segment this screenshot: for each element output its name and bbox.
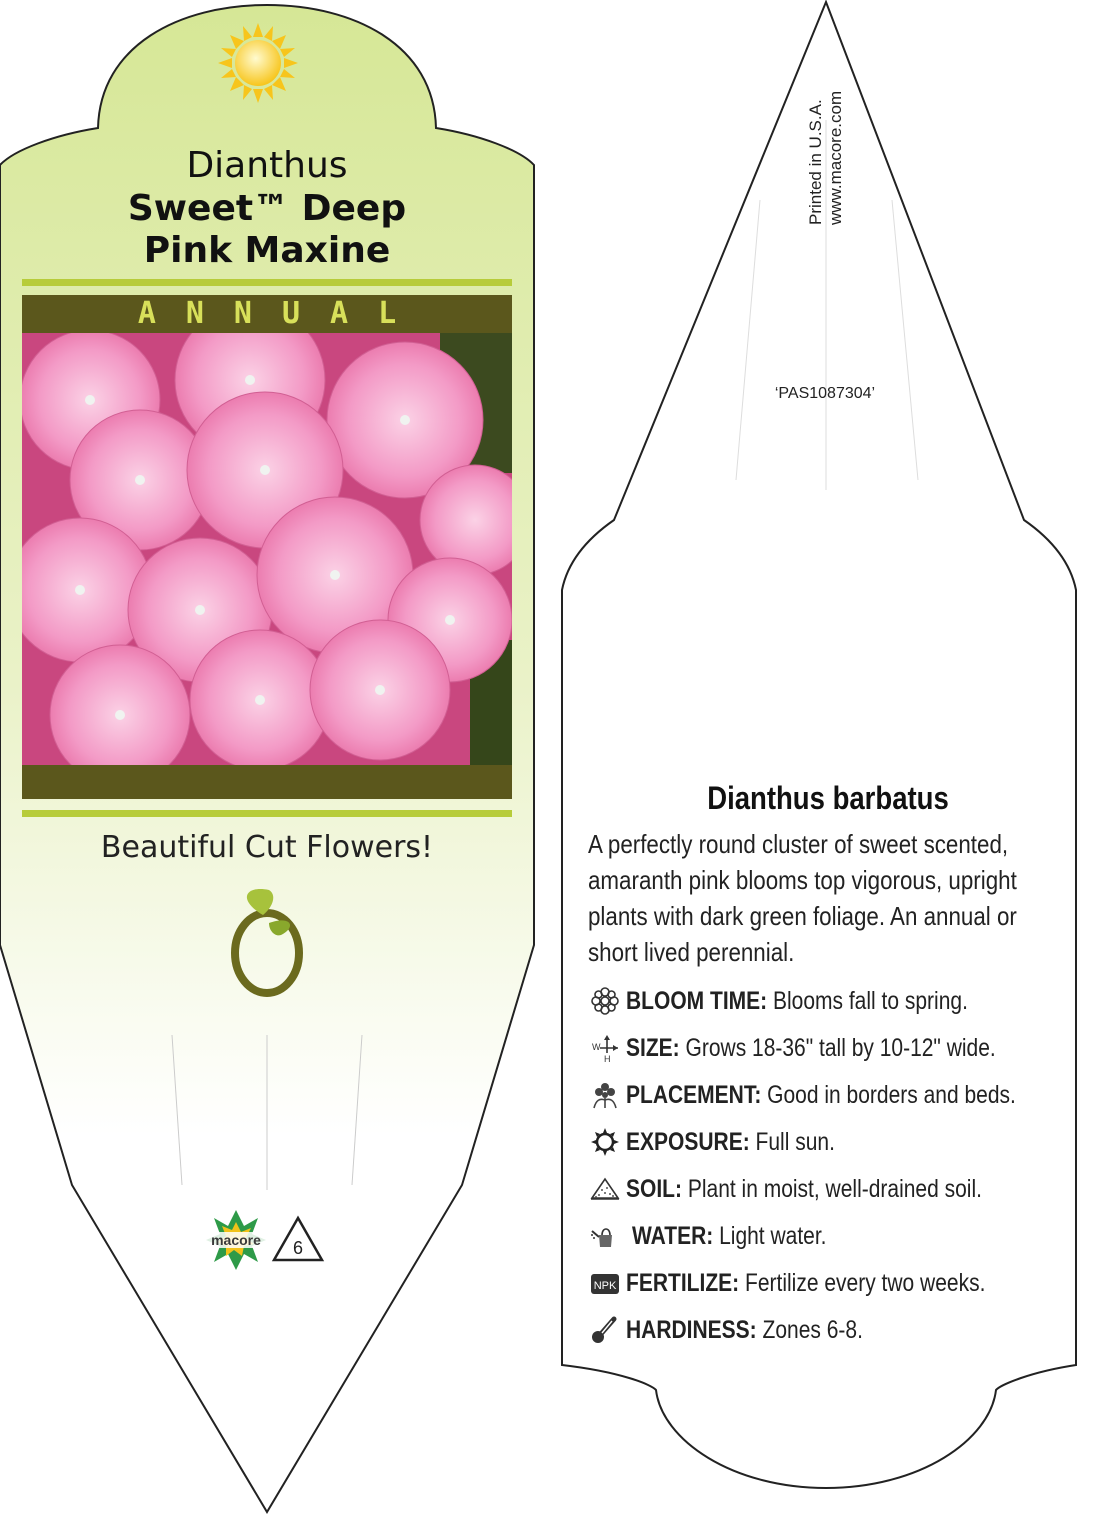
sun-icon — [590, 1127, 620, 1157]
attr-label: EXPOSURE: — [626, 1127, 750, 1156]
attribute-hardiness — [590, 1313, 908, 1347]
attr-value: Fertilize every two weeks. — [739, 1268, 986, 1297]
attribute-size — [590, 1031, 1066, 1065]
attr-label: WATER: — [632, 1221, 714, 1250]
attr-label: FERTILIZE: — [626, 1268, 740, 1297]
attr-label: BLOOM TIME: — [626, 986, 768, 1015]
placement-icon — [590, 1080, 620, 1110]
variety-name-line1: Sweet™ Deep — [127, 188, 407, 229]
svg-text:NPK: NPK — [593, 1280, 617, 1292]
patent-number: ‘PAS1087304’ — [774, 385, 876, 402]
macore-logo — [206, 1210, 266, 1270]
printed-info — [806, 91, 846, 225]
watering-can-icon — [590, 1221, 620, 1251]
attr-value: Light water. — [713, 1221, 827, 1250]
macore-brand-text: macore — [211, 1232, 261, 1248]
attr-label: PLACEMENT: — [626, 1080, 762, 1109]
flower-photo — [8, 305, 530, 785]
attribute-exposure — [590, 1125, 875, 1159]
attr-value: Blooms fall to spring. — [767, 986, 968, 1015]
category-band: ANNUAL — [22, 295, 512, 333]
variety-name — [30, 188, 504, 272]
description: A perfectly round cluster of sweet scented, amaranth pink blooms top vigorous, upright plants with dark green foliage. An annual or short lived perennial. — [588, 829, 1017, 967]
attr-value: Zones 6-8. — [756, 1315, 863, 1344]
attr-label: SOIL: — [626, 1174, 683, 1203]
svg-text:W: W — [592, 1042, 601, 1052]
attribute-placement — [590, 1078, 1090, 1112]
attribute-bloom-time — [590, 984, 1033, 1018]
attr-label: SIZE: — [626, 1033, 680, 1062]
attribute-water — [590, 1219, 864, 1253]
attr-value: Plant in moist, well-drained soil. — [682, 1174, 982, 1203]
attribute-soil — [590, 1172, 1050, 1206]
thermometer-icon — [590, 1315, 620, 1345]
sun-icon — [218, 23, 298, 103]
recycle-code: 6 — [292, 1238, 304, 1258]
variety-name-line2: Pink Maxine — [143, 230, 391, 271]
tagline: Beautiful Cut Flowers! — [100, 830, 434, 865]
soil-icon — [590, 1174, 620, 1204]
printed-in: Printed in U.S.A. — [806, 99, 825, 225]
photo-bottom-band — [22, 765, 512, 799]
website: www.macore.com — [826, 90, 845, 225]
attr-value: Full sun. — [749, 1127, 835, 1156]
attr-label: HARDINESS: — [626, 1315, 757, 1344]
genus-title: Dianthus — [186, 145, 348, 186]
botanical-name: Dianthus barbatus — [707, 780, 949, 816]
svg-text:H: H — [604, 1054, 611, 1063]
size-icon — [590, 1033, 620, 1063]
attr-value: Good in borders and beds. — [761, 1080, 1016, 1109]
npk-icon — [590, 1268, 620, 1298]
flower-icon — [590, 986, 620, 1016]
attr-value: Grows 18-36" tall by 10-12" wide. — [679, 1033, 996, 1062]
attribute-fertilize — [590, 1266, 1054, 1300]
